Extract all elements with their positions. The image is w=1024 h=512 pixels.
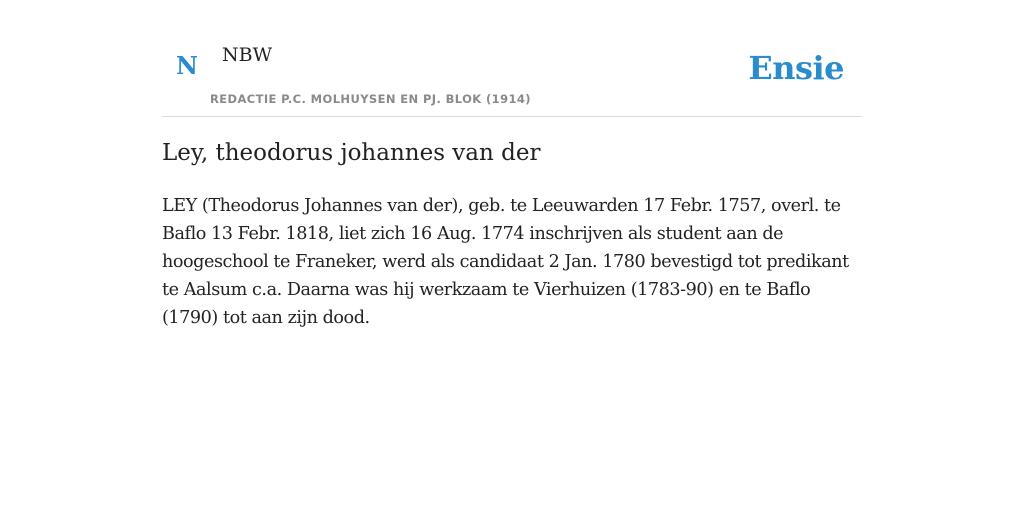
ensie-logo-link[interactable]: Ensie (748, 49, 844, 87)
source-editors: REDACTIE P.C. MOLHUYSEN EN PJ. BLOK (1914) (210, 92, 531, 106)
source-name[interactable]: NBW (222, 44, 273, 66)
source-header (162, 0, 862, 117)
entry-body: LEY (Theodorus Johannes van der), geb. te Leeuwarden 17 Febr. 1757, overl. te Baflo 13 Febr. 1818, liet zich 16 Aug. 1774 inschrijven als student aan de hoogeschool te Franeker, werd als candidaat 2 Jan. 1780 bevestigd tot predikant te Aalsum c.a. Daarna was hij werkzaam te Vierhuizen (1783-90) en te Baflo (1790) tot aan zijn dood. (162, 196, 849, 328)
page (162, 0, 862, 512)
source-logo-icon[interactable]: N (176, 51, 198, 80)
entry-title: Ley, theodorus johannes van der (162, 140, 541, 166)
